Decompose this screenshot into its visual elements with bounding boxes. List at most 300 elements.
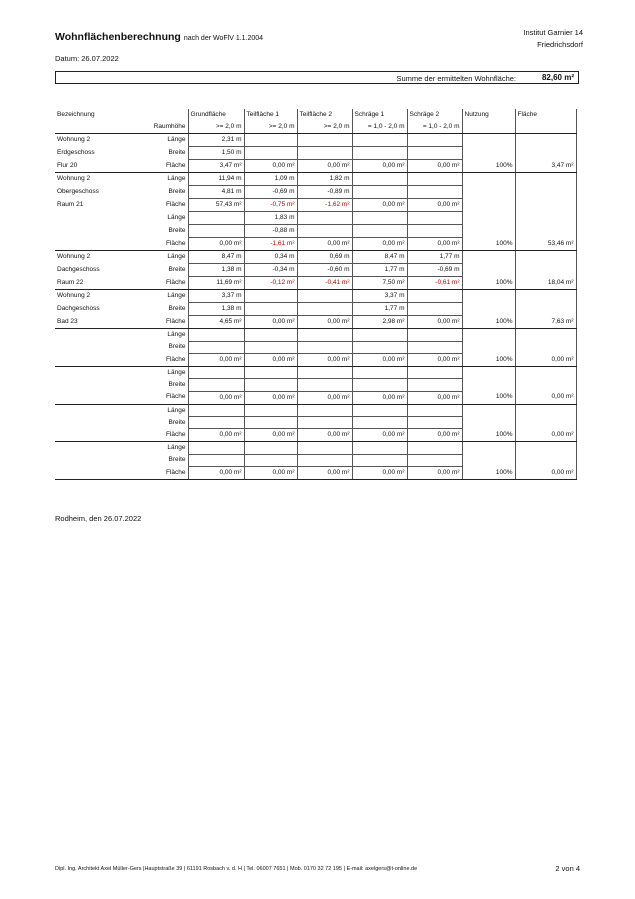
cell-nutzung: [462, 303, 515, 316]
cell-s1: 0,00 m²: [352, 429, 407, 442]
cell-g: [188, 341, 244, 353]
cell-dimension-label: Breite: [168, 418, 186, 426]
cell-g: 11,94 m: [188, 173, 244, 186]
cell-t1: [244, 329, 297, 342]
cell-s2: [407, 454, 462, 466]
cell-flaeche: [515, 173, 576, 186]
cell-g: 4,81 m: [188, 186, 244, 199]
table-row: [55, 366, 576, 379]
table-row: [55, 147, 576, 160]
cell-bezeichnung: [55, 404, 133, 417]
cell-bezeichnung: [55, 225, 133, 238]
col-schraege2-sub: = 1,0 - 2,0 m: [407, 121, 462, 134]
cell-dimension-label: Länge: [167, 175, 186, 183]
table-row: [55, 466, 576, 479]
cell-nutzung: 100%: [462, 429, 515, 442]
cell-t1: [244, 147, 297, 160]
cell-bezeichnung: Wohnung 2: [57, 253, 91, 261]
cell-s1: [352, 442, 407, 455]
cell-g: [188, 366, 244, 379]
col-nutzung: Nutzung: [462, 109, 515, 121]
cell-s1: 7,50 m²: [352, 277, 407, 290]
cell-flaeche: [515, 212, 576, 225]
cell-t1: 0,00 m²: [244, 353, 297, 366]
footer-contact: Dipl. Ing. Architekt Axel Müller-Gers |Hauptstraße 39 | 61191 Rosbach v. d. H | Tel. 06007 7651 | Mob. 0170 32 72 195 | E-mail: axelgers@t-online.de: [55, 866, 418, 872]
cell-s1: [352, 173, 407, 186]
cell-nutzung: [462, 134, 515, 147]
cell-bezeichnung: [55, 466, 133, 479]
col-teil2-sub: >= 2,0 m: [297, 121, 352, 134]
cell-g: 1,50 m: [188, 147, 244, 160]
cell-nutzung: [462, 173, 515, 186]
cell-s2: [407, 442, 462, 455]
cell-g: 4,65 m²: [188, 316, 244, 329]
cell-dimension-label: Fläche: [133, 316, 188, 329]
cell-t2: 1,82 m: [297, 173, 352, 186]
cell-nutzung: 100%: [462, 277, 515, 290]
col-schraege1: Schräge 1: [352, 109, 407, 121]
cell-flaeche: [515, 442, 576, 455]
cell-s1: 1,77 m: [352, 264, 407, 277]
cell-bezeichnung: [55, 212, 133, 225]
cell-g: [188, 225, 244, 238]
cell-s1: 0,00 m²: [352, 466, 407, 479]
cell-flaeche: [515, 417, 576, 429]
table-row: [55, 454, 576, 466]
header-row-2: [55, 121, 576, 134]
cell-bezeichnung: Flur 20: [55, 160, 133, 173]
cell-s2: 0,00 m²: [407, 199, 462, 212]
cell-dimension-label: Breite: [168, 305, 186, 313]
cell-flaeche: [515, 404, 576, 417]
cell-s1: 0,00 m²: [352, 391, 407, 404]
cell-dimension-label: Breite: [168, 188, 186, 196]
cell-t1: [244, 442, 297, 455]
cell-dimension-label: Fläche: [133, 429, 188, 442]
cell-g: 8,47 m: [188, 251, 244, 264]
cell-s1: [352, 366, 407, 379]
cell-g: 2,31 m: [188, 134, 244, 147]
document-title: [55, 27, 263, 45]
cell-dimension-label: Fläche: [133, 466, 188, 479]
cell-bezeichnung: Dachgeschoss: [57, 266, 100, 274]
cell-nutzung: [462, 366, 515, 379]
cell-dimension-label: Länge: [167, 331, 186, 339]
cell-s2: [407, 225, 462, 238]
cell-bezeichnung: [55, 379, 133, 391]
cell-s1: 0,00 m²: [352, 199, 407, 212]
cell-nutzung: [462, 442, 515, 455]
cell-g: 0,00 m²: [188, 391, 244, 404]
cell-bezeichnung: Raum 21: [57, 201, 84, 209]
cell-flaeche: 3,47 m²: [515, 160, 576, 173]
cell-t1: [244, 404, 297, 417]
area-table: [55, 109, 577, 480]
cell-t2: -1,62 m²: [297, 199, 352, 212]
cell-t1: [244, 379, 297, 391]
cell-nutzung: [462, 404, 515, 417]
place-date: Rodheim, den 26.07.2022: [55, 514, 142, 523]
table-row: [55, 160, 576, 173]
cell-t2: -0,41 m²: [297, 277, 352, 290]
summary-box: [55, 71, 579, 84]
table-row: [55, 225, 576, 238]
cell-flaeche: [515, 147, 576, 160]
cell-t2: [297, 404, 352, 417]
table-row: [55, 329, 576, 342]
cell-nutzung: 100%: [462, 391, 515, 404]
cell-dimension-label: Länge: [167, 214, 186, 222]
cell-bezeichnung: Erdgeschoss: [57, 149, 95, 157]
cell-g: [188, 442, 244, 455]
cell-t2: 0,00 m²: [297, 429, 352, 442]
table-row: [55, 186, 576, 199]
cell-flaeche: 0,00 m²: [515, 466, 576, 479]
cell-t1: -0,34 m: [244, 264, 297, 277]
cell-nutzung: [462, 379, 515, 391]
cell-flaeche: [515, 454, 576, 466]
cell-nutzung: 100%: [462, 238, 515, 251]
cell-s1: [352, 329, 407, 342]
cell-s2: 0,00 m²: [407, 391, 462, 404]
cell-s1: 2,98 m²: [352, 316, 407, 329]
cell-dimension-label: Breite: [168, 149, 186, 157]
cell-dimension-label: Breite: [168, 456, 186, 464]
cell-s2: 0,00 m²: [407, 316, 462, 329]
table-row: [55, 264, 576, 277]
cell-s2: [407, 341, 462, 353]
cell-s1: [352, 147, 407, 160]
cell-nutzung: [462, 341, 515, 353]
title-sub: nach der WoFlV 1.1.2004: [183, 35, 264, 42]
table-row: [55, 391, 576, 404]
cell-t2: [297, 147, 352, 160]
cell-bezeichnung: Obergeschoss: [57, 188, 99, 196]
institute-address: [523, 27, 583, 51]
cell-t1: [244, 134, 297, 147]
cell-t1: -0,88 m: [244, 225, 297, 238]
col-flaeche: Fläche: [515, 109, 576, 121]
table-row: [55, 442, 576, 455]
cell-t2: -0,89 m: [297, 186, 352, 199]
cell-flaeche: 0,00 m²: [515, 353, 576, 366]
cell-t1: -0,12 m²: [244, 277, 297, 290]
cell-t2: [297, 329, 352, 342]
table-row: [55, 277, 576, 290]
cell-t2: [297, 225, 352, 238]
cell-s1: [352, 134, 407, 147]
cell-g: 0,00 m²: [188, 238, 244, 251]
cell-g: [188, 404, 244, 417]
cell-bezeichnung: [55, 429, 133, 442]
cell-g: 57,43 m²: [188, 199, 244, 212]
cell-bezeichnung: Wohnung 2: [57, 292, 91, 300]
cell-bezeichnung: [55, 454, 133, 466]
table-row: [55, 353, 576, 366]
page-number: 2 von 4: [555, 864, 580, 873]
cell-t1: 0,00 m²: [244, 391, 297, 404]
cell-bezeichnung: [55, 353, 133, 366]
cell-nutzung: [462, 251, 515, 264]
cell-s1: [352, 225, 407, 238]
cell-s2: [407, 366, 462, 379]
cell-g: [188, 417, 244, 429]
cell-s1: [352, 341, 407, 353]
col-teil1-sub: >= 2,0 m: [244, 121, 297, 134]
cell-nutzung: [462, 186, 515, 199]
cell-flaeche: [515, 303, 576, 316]
cell-s2: -0,61 m²: [407, 277, 462, 290]
cell-dimension-label: Länge: [167, 253, 186, 261]
cell-t2: [297, 134, 352, 147]
institute-line-2: Friedrichsdorf: [537, 40, 583, 49]
cell-g: [188, 454, 244, 466]
cell-bezeichnung: [55, 391, 133, 404]
cell-t2: -0,60 m: [297, 264, 352, 277]
cell-nutzung: 100%: [462, 466, 515, 479]
cell-dimension-label: Fläche: [133, 238, 188, 251]
cell-t2: 0,00 m²: [297, 391, 352, 404]
cell-nutzung: 100%: [462, 316, 515, 329]
cell-dimension-label: Länge: [167, 136, 186, 144]
cell-s1: [352, 186, 407, 199]
cell-nutzung: 100%: [462, 353, 515, 366]
cell-t1: [244, 417, 297, 429]
cell-t1: -0,69 m: [244, 186, 297, 199]
cell-t2: 0,69 m: [297, 251, 352, 264]
cell-t2: [297, 212, 352, 225]
cell-t2: [297, 417, 352, 429]
cell-g: [188, 329, 244, 342]
cell-t1: 0,00 m²: [244, 466, 297, 479]
cell-dimension-label: Fläche: [133, 277, 188, 290]
cell-g: 0,00 m²: [188, 353, 244, 366]
cell-s1: 0,00 m²: [352, 238, 407, 251]
table-row: [55, 404, 576, 417]
cell-t1: 0,00 m²: [244, 316, 297, 329]
cell-t1: [244, 366, 297, 379]
cell-g: [188, 212, 244, 225]
cell-nutzung: [462, 290, 515, 303]
cell-s2: [407, 404, 462, 417]
cell-g: 1,38 m: [188, 264, 244, 277]
cell-dimension-label: Fläche: [133, 353, 188, 366]
table-row: [55, 316, 576, 329]
cell-flaeche: [515, 199, 576, 212]
cell-s2: 1,77 m: [407, 251, 462, 264]
cell-nutzung: [462, 264, 515, 277]
summary-value: 82,60 m²: [541, 73, 574, 82]
cell-s2: -0,69 m: [407, 264, 462, 277]
cell-dimension-label: Länge: [167, 368, 186, 376]
cell-nutzung: [462, 329, 515, 342]
cell-s1: 8,47 m: [352, 251, 407, 264]
cell-s1: [352, 417, 407, 429]
cell-t2: 0,00 m²: [297, 160, 352, 173]
cell-dimension-label: Fläche: [133, 160, 188, 173]
cell-s2: 0,00 m²: [407, 429, 462, 442]
cell-s2: [407, 379, 462, 391]
cell-flaeche: 18,04 m²: [515, 277, 576, 290]
cell-g: 3,47 m²: [188, 160, 244, 173]
cell-bezeichnung: Dachgeschoss: [57, 305, 100, 313]
cell-s1: 3,37 m: [352, 290, 407, 303]
cell-flaeche: [515, 134, 576, 147]
summary-label: Summe der ermittelten Wohnfläche:: [396, 74, 516, 83]
cell-bezeichnung: Wohnung 2: [57, 175, 91, 183]
cell-flaeche: [515, 366, 576, 379]
cell-flaeche: 53,46 m²: [515, 238, 576, 251]
cell-dimension-label: Breite: [168, 380, 186, 388]
cell-dimension-label: Breite: [168, 227, 186, 235]
cell-flaeche: [515, 186, 576, 199]
cell-bezeichnung: Bad 23: [55, 316, 133, 329]
table-row: [55, 290, 576, 303]
cell-bezeichnung: [55, 238, 133, 251]
cell-dimension-label: Fläche: [133, 391, 188, 404]
cell-flaeche: [515, 251, 576, 264]
cell-s1: 1,77 m: [352, 303, 407, 316]
cell-s2: [407, 212, 462, 225]
cell-t2: 0,00 m²: [297, 353, 352, 366]
cell-bezeichnung: [55, 329, 133, 342]
cell-t2: [297, 366, 352, 379]
cell-bezeichnung: [55, 417, 133, 429]
col-schraege2: Schräge 2: [407, 109, 462, 121]
table-row: [55, 303, 576, 316]
col-teil1: Teilfläche 1: [244, 109, 297, 121]
cell-t1: [244, 290, 297, 303]
cell-dimension-label: Fläche: [165, 201, 186, 209]
col-bezeichnung: Bezeichnung: [57, 111, 95, 119]
cell-bezeichnung: [55, 442, 133, 455]
cell-t1: 0,00 m²: [244, 429, 297, 442]
cell-t1: 1,83 m: [244, 212, 297, 225]
table-row: [55, 417, 576, 429]
cell-flaeche: [515, 379, 576, 391]
cell-bezeichnung: Wohnung 2: [57, 136, 91, 144]
cell-s1: 0,00 m²: [352, 160, 407, 173]
cell-g: 1,38 m: [188, 303, 244, 316]
cell-t1: 1,09 m: [244, 173, 297, 186]
document-date: Datum: 26.07.2022: [55, 54, 119, 63]
cell-g: [188, 379, 244, 391]
cell-dimension-label: Breite: [168, 343, 186, 351]
cell-s1: [352, 379, 407, 391]
cell-dimension-label: Länge: [167, 444, 186, 452]
cell-flaeche: [515, 264, 576, 277]
cell-t1: 0,34 m: [244, 251, 297, 264]
cell-flaeche: 7,63 m²: [515, 316, 576, 329]
table-row: [55, 251, 576, 264]
col-teil2: Teilfläche 2: [297, 109, 352, 121]
cell-t1: [244, 341, 297, 353]
cell-g: 3,37 m: [188, 290, 244, 303]
cell-s1: 0,00 m²: [352, 353, 407, 366]
cell-s2: [407, 417, 462, 429]
col-grundflaeche: Grundfläche: [188, 109, 244, 121]
cell-t1: [244, 303, 297, 316]
cell-flaeche: 0,00 m²: [515, 429, 576, 442]
table-body: [55, 134, 576, 480]
table-row: [55, 199, 576, 212]
cell-dimension-label: Breite: [168, 266, 186, 274]
cell-nutzung: [462, 417, 515, 429]
cell-t2: [297, 303, 352, 316]
cell-t2: 0,00 m²: [297, 316, 352, 329]
cell-s2: [407, 134, 462, 147]
col-grundflaeche-sub: >= 2,0 m: [188, 121, 244, 134]
cell-nutzung: [462, 454, 515, 466]
cell-t1: -0,75 m²: [244, 199, 297, 212]
cell-s2: [407, 303, 462, 316]
cell-t2: [297, 341, 352, 353]
table-row: [55, 173, 576, 186]
cell-nutzung: 100%: [462, 160, 515, 173]
cell-s2: [407, 290, 462, 303]
header-row-1: [55, 109, 576, 121]
cell-t2: [297, 290, 352, 303]
title-main: Wohnflächenberechnung: [55, 31, 181, 43]
cell-s2: 0,00 m²: [407, 353, 462, 366]
cell-t2: 0,00 m²: [297, 238, 352, 251]
cell-bezeichnung: Raum 22: [55, 277, 133, 290]
cell-flaeche: [515, 329, 576, 342]
cell-bezeichnung: [55, 366, 133, 379]
cell-nutzung: [462, 225, 515, 238]
table-row: [55, 134, 576, 147]
cell-nutzung: [462, 212, 515, 225]
cell-dimension-label: Länge: [167, 292, 186, 300]
cell-s2: 0,00 m²: [407, 466, 462, 479]
cell-t2: [297, 379, 352, 391]
cell-flaeche: 0,00 m²: [515, 391, 576, 404]
cell-t2: [297, 442, 352, 455]
cell-t2: [297, 454, 352, 466]
cell-t1: [244, 454, 297, 466]
cell-s2: [407, 329, 462, 342]
cell-t2: 0,00 m²: [297, 466, 352, 479]
cell-g: 0,00 m²: [188, 429, 244, 442]
cell-dimension-label: Länge: [167, 406, 186, 414]
cell-s1: [352, 404, 407, 417]
cell-nutzung: [462, 199, 515, 212]
institute-line-1: Institut Garnier 14: [523, 28, 583, 37]
col-raumhoehe: Raumhöhe: [133, 121, 188, 134]
table-row: [55, 238, 576, 251]
col-schraege1-sub: = 1,0 - 2,0 m: [352, 121, 407, 134]
cell-s1: [352, 454, 407, 466]
cell-flaeche: [515, 290, 576, 303]
cell-s1: [352, 212, 407, 225]
cell-t1: 0,00 m²: [244, 160, 297, 173]
cell-flaeche: [515, 341, 576, 353]
cell-bezeichnung: [55, 341, 133, 353]
cell-nutzung: [462, 147, 515, 160]
table-row: [55, 379, 576, 391]
cell-flaeche: [515, 225, 576, 238]
cell-s2: [407, 173, 462, 186]
table-row: [55, 429, 576, 442]
table-row: [55, 212, 576, 225]
cell-g: 11,69 m²: [188, 277, 244, 290]
cell-s2: [407, 186, 462, 199]
cell-g: 0,00 m²: [188, 466, 244, 479]
cell-s2: 0,00 m²: [407, 238, 462, 251]
cell-s2: [407, 147, 462, 160]
cell-t1: -1,61 m²: [244, 238, 297, 251]
cell-s2: 0,00 m²: [407, 160, 462, 173]
